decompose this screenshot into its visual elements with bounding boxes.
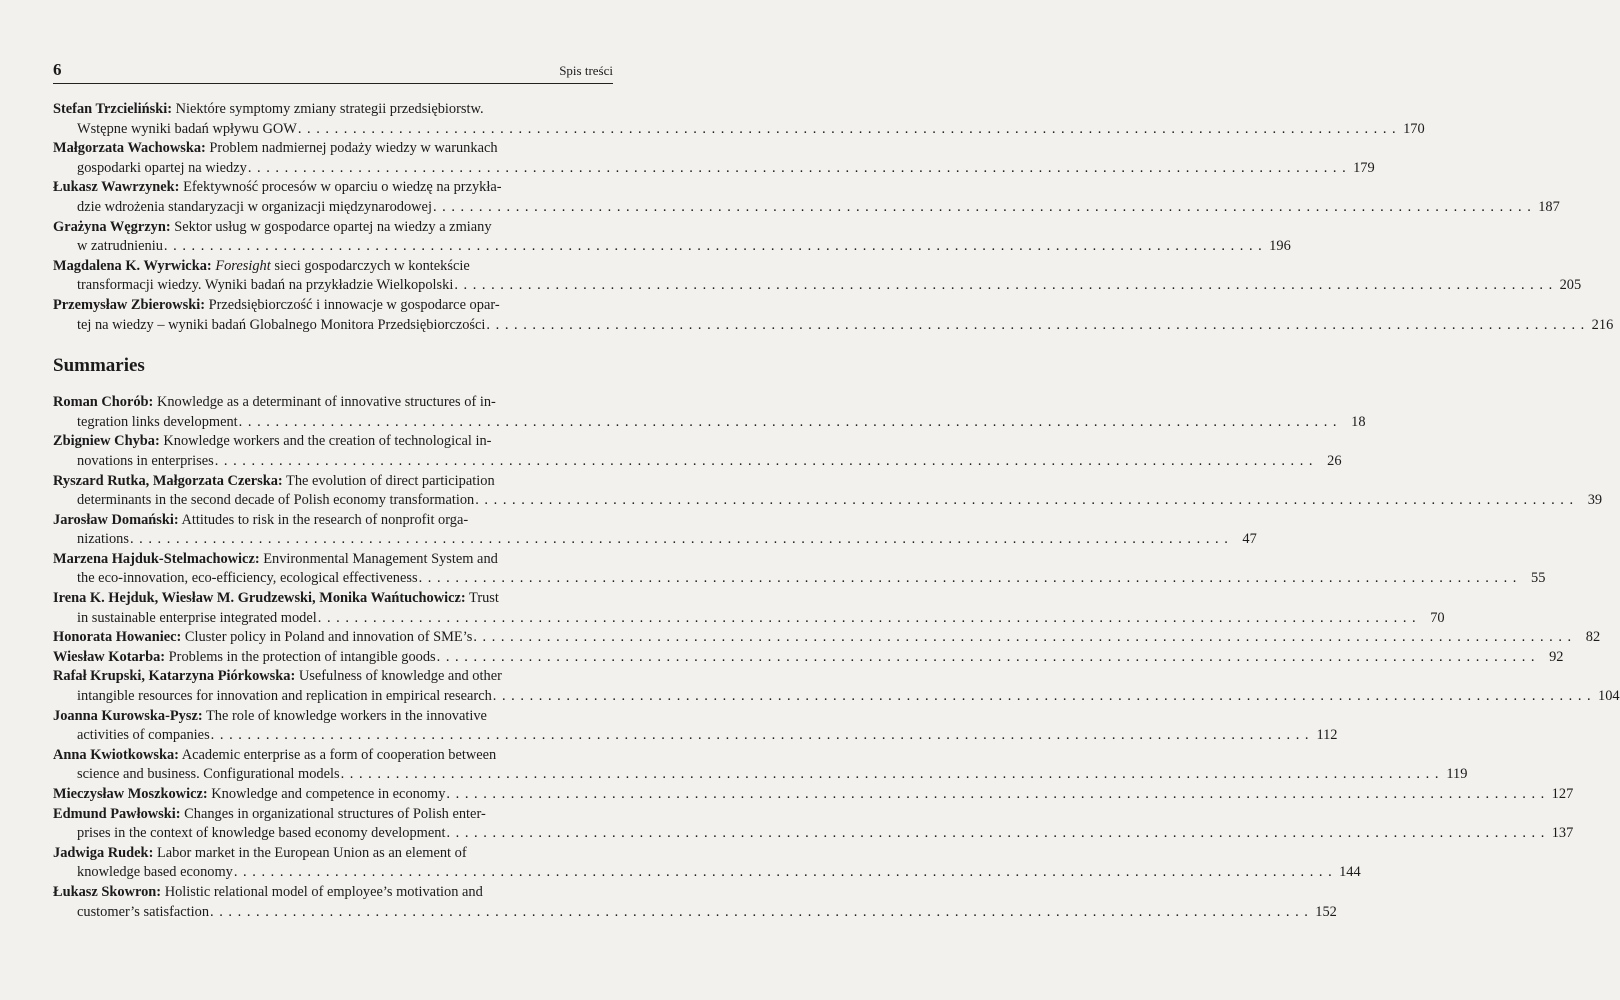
entry-title-start: Holistic relational model of employee’s motivation and	[161, 883, 483, 900]
toc-entry	[53, 511, 1257, 550]
entry-last-line	[53, 159, 1375, 179]
dot-leader: . . . . . . . . . . . . . . . . . . . . . . . . . . . . . . . . . . . . . . . . . . . . . . . . . . . . . . . . . . . . . . . . . . . . . . . . . . . . . . . . . . . . . . . . . . . . . . . . . . . . . . . . . . . . . . . . . . . . . . . .	[492, 688, 1592, 705]
toc-entry	[53, 883, 1337, 922]
entry-title-end: tegration links development	[77, 413, 238, 430]
entry-first-line	[53, 100, 613, 120]
entry-title: Problems in the protection of intangible goods	[165, 648, 436, 665]
entry-title-end: transformacji wiedzy. Wyniki badań na przykładzie Wielkopolski	[77, 277, 454, 294]
entry-last-line	[53, 452, 1342, 472]
dot-leader: . . . . . . . . . . . . . . . . . . . . . . . . . . . . . . . . . . . . . . . . . . . . . . . . . . . . . . . . . . . . . . . . . . . . . . . . . . . . . . . . . . . . . . . . . . . . . . . . . . . . . . . . . . . . . . . . . . . . . . . .	[340, 766, 1440, 783]
toc-entry	[53, 218, 1291, 257]
entry-first-line	[53, 746, 613, 766]
toc-entry	[53, 178, 1560, 217]
entry-last-line	[53, 237, 1291, 257]
dot-leader: . . . . . . . . . . . . . . . . . . . . . . . . . . . . . . . . . . . . . . . . . . . . . . . . . . . . . . . . . . . . . . . . . . . . . . . . . . . . . . . . . . . . . . . . . . . . . . . . . . . . . . . . . . . . . . . . . . . . . . . .	[418, 570, 1518, 587]
entry-page-number: 127	[1551, 786, 1574, 802]
entry-author: Rafał Krupski, Katarzyna Piórkowska:	[53, 668, 296, 685]
entry-author: Jarosław Domański:	[53, 511, 179, 528]
dot-leader: . . . . . . . . . . . . . . . . . . . . . . . . . . . . . . . . . . . . . . . . . . . . . . . . . . . . . . . . . . . . . . . . . . . . . . . . . . . . . . . . . . . . . . . . . . . . . . . . . . . . . . . . . . . . . . . . . . . . . . . .	[486, 316, 1586, 333]
entry-last-line	[53, 726, 1338, 746]
entry-title-start: Niektóre symptomy zmiany strategii przedsiębiorstw.	[171, 101, 484, 117]
entry-page-number: 82	[1585, 629, 1601, 646]
entry-author: Zbigniew Chyba:	[53, 433, 160, 450]
entry-author: Ryszard Rutka, Małgorzata Czerska:	[53, 472, 283, 489]
entry-first-line	[53, 883, 613, 903]
toc-entry	[53, 628, 1601, 648]
entry-last-line	[53, 687, 1620, 707]
entry-first-line	[53, 432, 613, 452]
entry-first-line	[53, 472, 613, 492]
entry-title-end	[53, 628, 472, 648]
entry-title-end: activities of companies	[77, 727, 210, 744]
italic-word: Foresight	[215, 257, 271, 274]
entry-page-number: 170	[1403, 120, 1425, 137]
entry-author: Roman Chorób:	[53, 394, 154, 411]
entry-title-end: determinants in the second decade of Polish economy transformation	[77, 492, 475, 509]
entry-last-line	[53, 530, 1257, 550]
entry-title-end	[53, 785, 445, 805]
toc-entry	[53, 648, 1564, 668]
entry-page-number: 205	[1559, 277, 1582, 294]
entry-title-start: Environmental Management System and	[259, 550, 498, 567]
entry-title-start: The evolution of direct participation	[282, 472, 495, 489]
dot-leader: . . . . . . . . . . . . . . . . . . . . . . . . . . . . . . . . . . . . . . . . . . . . . . . . . . . . . . . . . . . . . . . . . . . . . . . . . . . . . . . . . . . . . . . . . . . . . . . . . . . . . . . . . . . . . . . . . . . . . . . .	[436, 648, 1536, 665]
entry-page-number: 92	[1549, 648, 1564, 665]
running-head: Spis treści	[559, 63, 613, 78]
dot-leader: . . . . . . . . . . . . . . . . . . . . . . . . . . . . . . . . . . . . . . . . . . . . . . . . . . . . . . . . . . . . . . . . . . . . . . . . . . . . . . . . . . . . . . . . . . . . . . . . . . . . . . . . . . . . . . . . . . . . . . . .	[446, 786, 1546, 802]
entry-page-number: 112	[1316, 727, 1338, 744]
entry-author: Grażyna Węgrzyn:	[53, 218, 171, 235]
entry-last-line	[53, 120, 1425, 140]
toc-entry	[53, 707, 1338, 746]
dot-leader: . . . . . . . . . . . . . . . . . . . . . . . . . . . . . . . . . . . . . . . . . . . . . . . . . . . . . . . . . . . . . . . . . . . . . . . . . . . . . . . . . . . . . . . . . . . . . . . . . . . . . . . . . . . . . . . . . . . . . . . .	[432, 198, 1532, 215]
dot-leader: . . . . . . . . . . . . . . . . . . . . . . . . . . . . . . . . . . . . . . . . . . . . . . . . . . . . . . . . . . . . . . . . . . . . . . . . . . . . . . . . . . . . . . . . . . . . . . . . . . . . . . . . . . . . . . . . . . . . . . . .	[475, 492, 1575, 509]
toc-entry	[53, 100, 1425, 139]
entry-title-end: tej na wiedzy – wyniki badań Globalnego Monitora Przedsiębiorczości	[77, 316, 486, 333]
toc-entry	[53, 139, 1375, 178]
entry-title-start: Academic enterprise as a form of cooperation between	[178, 746, 497, 763]
entry-title-end: novations in enterprises	[77, 452, 214, 469]
entry-page-number: 216	[1591, 316, 1614, 333]
entry-title-start: Trust	[465, 590, 499, 607]
entry-title-end: knowledge based economy	[77, 864, 233, 881]
toc-entry	[53, 785, 1574, 805]
toc-entry	[53, 393, 1366, 432]
entry-title: Cluster policy in Poland and innovation of SME’s	[181, 629, 473, 646]
entry-author: Stefan Trzcieliński:	[53, 101, 172, 117]
dot-leader: . . . . . . . . . . . . . . . . . . . . . . . . . . . . . . . . . . . . . . . . . . . . . . . . . . . . . . . . . . . . . . . . . . . . . . . . . . . . . . . . . . . . . . . . . . . . . . . . . . . . . . . . . . . . . . . . . . . . . . . .	[473, 629, 1573, 646]
toc-entry	[53, 589, 1445, 628]
entry-title-start: Problem nadmiernej podaży wiedzy w warunkach	[205, 140, 498, 157]
dot-leader: . . . . . . . . . . . . . . . . . . . . . . . . . . . . . . . . . . . . . . . . . . . . . . . . . . . . . . . . . . . . . . . . . . . . . . . . . . . . . . . . . . . . . . . . . . . . . . . . . . . . . . . . . . . . . . . . . . . . . . . .	[238, 413, 1338, 430]
entry-author: Anna Kwiotkowska:	[53, 746, 179, 763]
entry-title-end: science and business. Configurational models	[77, 766, 340, 783]
dot-leader: . . . . . . . . . . . . . . . . . . . . . . . . . . . . . . . . . . . . . . . . . . . . . . . . . . . . . . . . . . . . . . . . . . . . . . . . . . . . . . . . . . . . . . . . . . . . . . . . . . . . . . . . . . . . . . . . . . . . . . . .	[210, 903, 1309, 920]
toc-entry	[53, 746, 1468, 785]
entry-title-end: prises in the context of knowledge based economy development	[77, 825, 446, 842]
toc-entry	[53, 550, 1546, 589]
entry-last-line	[53, 765, 1468, 785]
entry-author: Jadwiga Rudek:	[53, 844, 154, 861]
dot-leader: . . . . . . . . . . . . . . . . . . . . . . . . . . . . . . . . . . . . . . . . . . . . . . . . . . . . . . . . . . . . . . . . . . . . . . . . . . . . . . . . . . . . . . . . . . . . . . . . . . . . . . . . . . . . . . . . . . . . . . . .	[454, 277, 1554, 294]
dot-leader: . . . . . . . . . . . . . . . . . . . . . . . . . . . . . . . . . . . . . . . . . . . . . . . . . . . . . . . . . . . . . . . . . . . . . . . . . . . . . . . . . . . . . . . . . . . . . . . . . . . . . . . . . . . . . . . . . . . . . . . .	[233, 864, 1333, 881]
dot-leader: . . . . . . . . . . . . . . . . . . . . . . . . . . . . . . . . . . . . . . . . . . . . . . . . . . . . . . . . . . . . . . . . . . . . . . . . . . . . . . . . . . . . . . . . . . . . . . . . . . . . . . . . . . . . . . . . . . . . . . . .	[446, 825, 1546, 842]
entry-title: Knowledge and competence in economy	[207, 786, 446, 802]
page-header	[53, 60, 613, 84]
polish-toc-list	[53, 100, 1614, 335]
entry-last-line	[53, 316, 1614, 336]
entry-page-number: 137	[1551, 825, 1574, 842]
entry-last-line	[53, 648, 1564, 668]
summaries-toc-list	[53, 393, 1620, 922]
entry-first-line	[53, 844, 613, 864]
entry-first-line	[53, 511, 613, 531]
entry-author: Marzena Hajduk-Stelmachowicz:	[53, 550, 260, 567]
entry-last-line	[53, 785, 1574, 805]
entry-first-line	[53, 589, 613, 609]
section-title: Summaries	[53, 355, 145, 377]
entry-title-end: the eco-innovation, eco-efficiency, ecological effectiveness	[77, 570, 418, 587]
entry-first-line	[53, 178, 613, 198]
entry-author: Małgorzata Wachowska:	[53, 140, 206, 157]
entry-page-number: 104	[1598, 688, 1620, 705]
dot-leader: . . . . . . . . . . . . . . . . . . . . . . . . . . . . . . . . . . . . . . . . . . . . . . . . . . . . . . . . . . . . . . . . . . . . . . . . . . . . . . . . . . . . . . . . . . . . . . . . . . . . . . . . . . . . . . . . . . . . . . . .	[297, 120, 1397, 137]
entry-page-number: 144	[1339, 864, 1361, 881]
entry-author: Mieczysław Moszkowicz:	[53, 786, 208, 802]
entry-page-number: 47	[1242, 531, 1257, 548]
dot-leader: . . . . . . . . . . . . . . . . . . . . . . . . . . . . . . . . . . . . . . . . . . . . . . . . . . . . . . . . . . . . . . . . . . . . . . . . . . . . . . . . . . . . . . . . . . . . . . . . . . . . . . . . . . . . . . . . . . . . . . . .	[247, 159, 1347, 176]
dot-leader: . . . . . . . . . . . . . . . . . . . . . . . . . . . . . . . . . . . . . . . . . . . . . . . . . . . . . . . . . . . . . . . . . . . . . . . . . . . . . . . . . . . . . . . . . . . . . . . . . . . . . . . . . . . . . . . . . . . . . . . .	[210, 727, 1310, 744]
dot-leader: . . . . . . . . . . . . . . . . . . . . . . . . . . . . . . . . . . . . . . . . . . . . . . . . . . . . . . . . . . . . . . . . . . . . . . . . . . . . . . . . . . . . . . . . . . . . . . . . . . . . . . . . . . . . . . . . . . . . . . . .	[163, 238, 1263, 255]
entry-title-end	[53, 648, 436, 668]
entry-author: Wiesław Kotarba:	[53, 648, 166, 665]
entry-last-line	[53, 609, 1445, 629]
toc-entry	[53, 667, 1620, 706]
entry-first-line	[53, 139, 613, 159]
entry-page-number: 196	[1269, 238, 1291, 255]
entry-title-start: Labor market in the European Union as an element of	[153, 844, 467, 861]
entry-page-number: 152	[1315, 903, 1337, 920]
entry-last-line	[53, 863, 1361, 883]
entry-author: Magdalena K. Wyrwicka:	[53, 257, 212, 274]
toc-entry	[53, 432, 1342, 471]
toc-entry	[53, 296, 1614, 335]
toc-page	[53, 60, 1620, 922]
entry-title-start: Usefulness of knowledge and other	[295, 668, 502, 685]
entry-page-number: 39	[1587, 492, 1603, 509]
entry-last-line	[53, 276, 1582, 296]
entry-first-line	[53, 667, 613, 687]
entry-title-start: Przedsiębiorczość i innowacje w gospodarce opar-	[205, 296, 500, 313]
entry-title-start: Knowledge workers and the creation of technological in-	[159, 433, 492, 450]
entry-title-end: gospodarki opartej na wiedzy	[77, 159, 247, 176]
dot-leader: . . . . . . . . . . . . . . . . . . . . . . . . . . . . . . . . . . . . . . . . . . . . . . . . . . . . . . . . . . . . . . . . . . . . . . . . . . . . . . . . . . . . . . . . . . . . . . . . . . . . . . . . . . . . . . . . . . . . . . . .	[214, 452, 1314, 469]
entry-first-line	[53, 707, 613, 727]
toc-entry	[53, 472, 1603, 511]
entry-author: Honorata Howaniec:	[53, 629, 182, 646]
entry-page-number: 187	[1538, 198, 1560, 215]
entry-title-end: nizations	[77, 531, 129, 548]
entry-last-line	[53, 569, 1546, 589]
entry-author: Łukasz Wawrzynek:	[53, 179, 180, 196]
entry-title-end: in sustainable enterprise integrated model	[77, 609, 317, 626]
entry-first-line	[53, 805, 613, 825]
entry-page-number: 119	[1446, 766, 1468, 783]
dot-leader: . . . . . . . . . . . . . . . . . . . . . . . . . . . . . . . . . . . . . . . . . . . . . . . . . . . . . . . . . . . . . . . . . . . . . . . . . . . . . . . . . . . . . . . . . . . . . . . . . . . . . . . . . . . . . . . . . . . . . . . .	[317, 609, 1417, 626]
entry-page-number: 26	[1327, 452, 1342, 469]
entry-first-line	[53, 218, 613, 238]
entry-title-end: customer’s satisfaction	[77, 903, 210, 920]
entry-page-number: 55	[1531, 570, 1546, 587]
entry-title-end: Wstępne wyniki badań wpływu GOW	[77, 120, 297, 137]
entry-title-end: w zatrudnieniu	[77, 238, 163, 255]
entry-author: Przemysław Zbierowski:	[53, 296, 206, 313]
entry-last-line	[53, 903, 1337, 923]
entry-last-line	[53, 413, 1366, 433]
dot-leader: . . . . . . . . . . . . . . . . . . . . . . . . . . . . . . . . . . . . . . . . . . . . . . . . . . . . . . . . . . . . . . . . . . . . . . . . . . . . . . . . . . . . . . . . . . . . . . . . . . . . . . . . . . . . . . . . . . . . . . . .	[129, 531, 1229, 548]
entry-first-line	[53, 393, 613, 413]
entry-author: Joanna Kurowska-Pysz:	[53, 707, 203, 724]
entry-page-number: 70	[1430, 609, 1445, 626]
toc-entry	[53, 805, 1574, 844]
entry-author: Edmund Pawłowski:	[53, 805, 181, 822]
toc-entry	[53, 844, 1361, 883]
page-number: 6	[53, 60, 62, 79]
entry-first-line	[53, 257, 613, 277]
entry-title-end: dzie wdrożenia standaryzacji w organizacji międzynarodowej	[77, 198, 432, 215]
entry-last-line	[53, 628, 1601, 648]
entry-last-line	[53, 824, 1574, 844]
entry-author: Łukasz Skowron:	[53, 883, 162, 900]
entry-title-end: intangible resources for innovation and replication in empirical research	[77, 688, 492, 705]
entry-author: Irena K. Hejduk, Wiesław M. Grudzewski, Monika Wańtuchowicz:	[53, 590, 466, 607]
entry-first-line	[53, 296, 613, 316]
entry-page-number: 179	[1353, 159, 1375, 176]
entry-page-number: 18	[1351, 413, 1366, 430]
entry-title-start: Changes in organizational structures of Polish enter-	[180, 805, 486, 822]
entry-last-line	[53, 491, 1603, 511]
entry-first-line	[53, 550, 613, 570]
entry-title-start: The role of knowledge workers in the innovative	[202, 707, 487, 724]
entry-title-start: Attitudes to risk in the research of nonprofit orga-	[178, 511, 469, 528]
entry-title-start: Knowledge as a determinant of innovative structures of in-	[153, 394, 496, 411]
toc-entry	[53, 257, 1582, 296]
entry-last-line	[53, 198, 1560, 218]
entry-title-start: Foresight sieci gospodarczych w kontekście	[215, 257, 470, 274]
entry-title-start: Efektywność procesów w oparciu o wiedzę na przykła-	[179, 179, 502, 196]
entry-title-start: Sektor usług w gospodarce opartej na wiedzy a zmiany	[170, 218, 492, 235]
